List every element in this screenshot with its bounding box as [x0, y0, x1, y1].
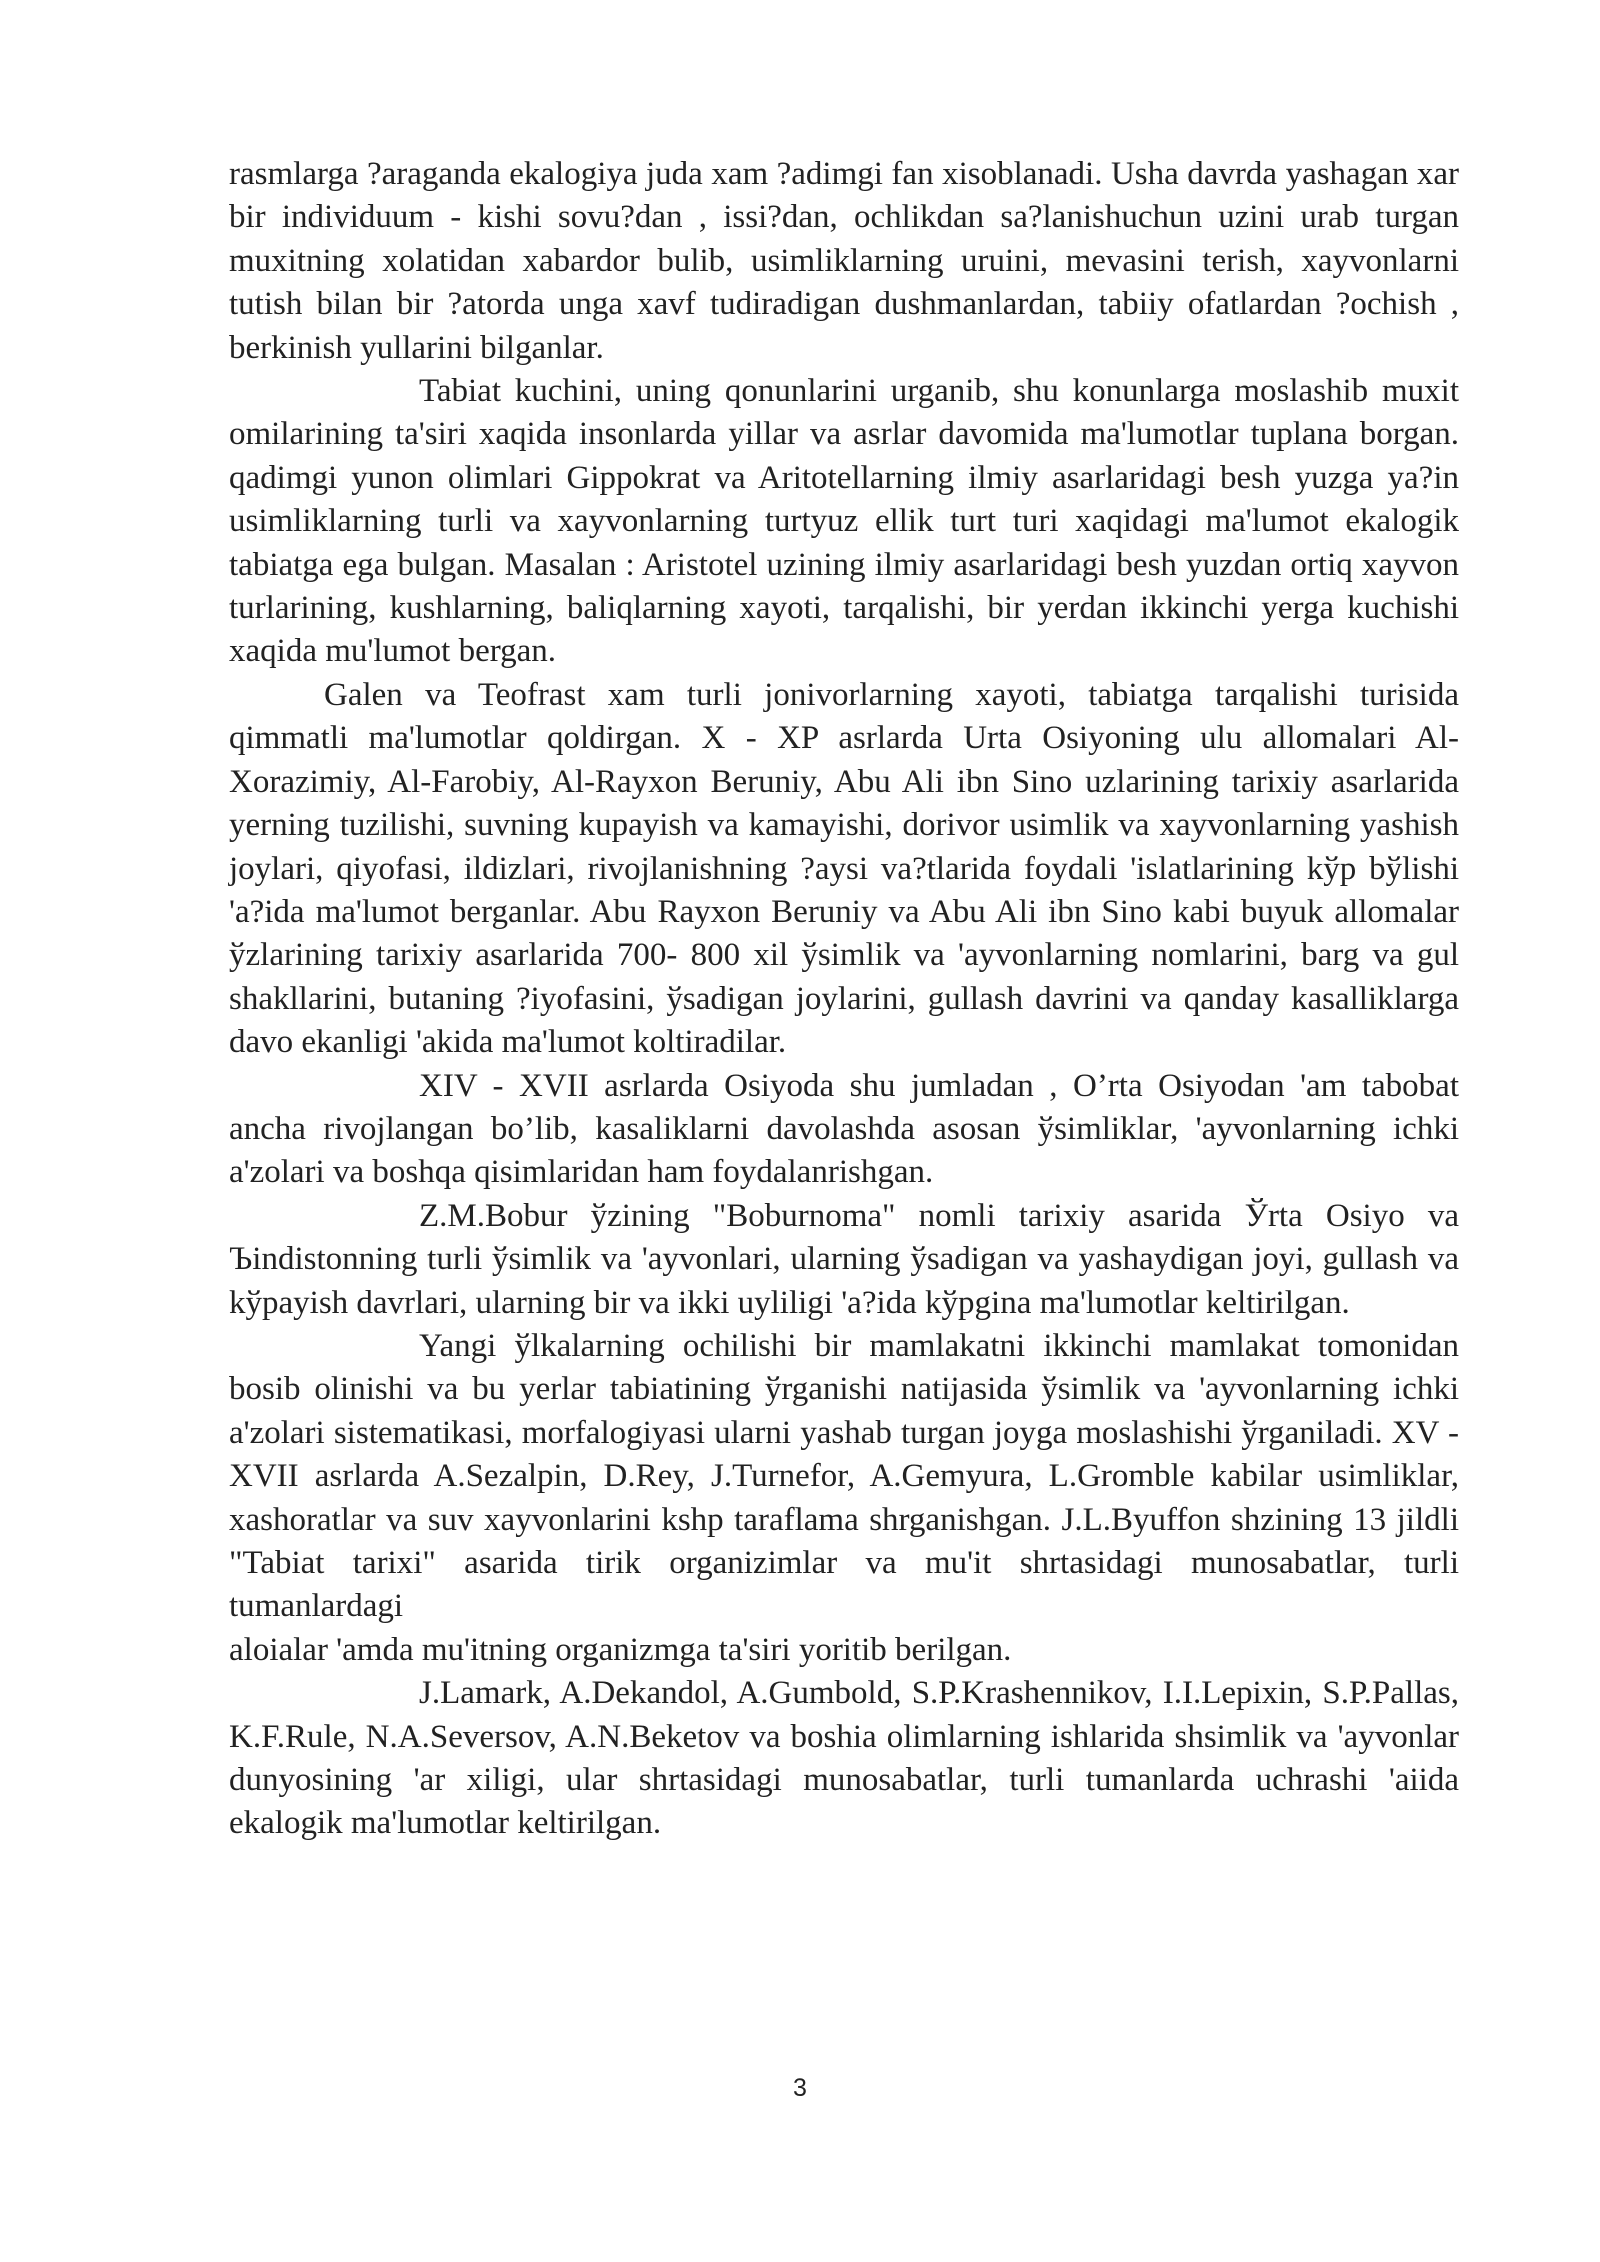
paragraph-8: J.Lamark, A.Dekandol, A.Gumbold, S.P.Krashennikov, I.I.Lepixin, S.P.Pallas, K.F.Rule, N.A.Seversov, A.N.Beketov va boshia olimlarning ishlarida shsimlik va 'ayvonlar dunyosining 'ar xiligi, ular shrtasidagi munosabatlar, turli tumanlarda uchrashi 'aiida ekalogik ma'lumotlar keltirilgan.	[229, 1675, 1459, 1842]
body-text	[229, 153, 1459, 1846]
paragraph-5: Z.M.Bobur ўzining "Boburnoma" nomli tarixiy asarida Ўrta Osiyo va Ъindistonning turli ўsimlik va 'ayvonlari, ularning ўsadigan va yashaydigan joyi, gullash va kўpayish davrlari, ularning bir va ikki uyliligi 'a?ida kўpgina ma'lumotlar keltirilgan.	[229, 1197, 1459, 1321]
page-number: 3	[793, 2074, 807, 2102]
paragraph-2: Tabiat kuchini, uning qonunlarini urganib, shu konunlarga moslashib muxit omilarining ta'siri xaqida insonlarda yillar va asrlar davomida ma'lumotlar tuplana borgan. qadimgi yunon olimlari Gippokrat va Aritotellarning ilmiy asarlaridagi besh yuzga ya?in usimliklarning turli va xayvonlarning turtyuz ellik turt turi xaqidagi ma'lumot ekalogik tabiatga ega bulgan. Masalan : Aristotel uzining ilmiy asarlaridagi besh yuzdan ortiq xayvon turlarining, kushlarning, baliqlarning xayoti, tarqalishi, bir yerdan ikkinchi yerga kuchishi xaqida mu'lumot bergan.	[229, 373, 1459, 670]
paragraph-3: Galen va Teofrast xam turli jonivorlarning xayoti, tabiatga tarqalishi turisida qimmatli ma'lumotlar qoldirgan. X - XP asrlarda Urta Osiyoning ulu allomalari Al- Xorazimiy, Al-Farobiy, Al-Rayxon Beruniy, Abu Ali ibn Sino uzlarining tarixiy asarlarida yerning tuzilishi, suvning kupayish va kamayishi, dorivor usimlik va xayvonlarning yashish joylari, qiyofasi, ildizlari, rivojlanishning ?aysi va?tlarida foydali 'islatlarining kўp bўlishi 'a?ida ma'lumot berganlar. Abu Rayxon Beruniy va Abu Ali ibn Sino kabi buyuk allomalar ўzlarining tarixiy asarlarida 700- 800 xil ўsimlik va 'ayvonlarning nomlarini, barg va gul shakllarini, butaning ?iyofasini, ўsadigan joylarini, gullash davrini va qanday kasalliklarga davo ekanligi 'akida ma'lumot koltiradilar.	[229, 676, 1459, 1061]
paragraph-1: rasmlarga ?araganda ekalogiya juda xam ?adimgi fan xisoblanadi. Usha davrda yashagan xar bir individuum - kishi sovu?dan , issi?dan, ochlikdan sa?lanishuchun uzini urab turgan muxitning xolatidan xabardor bulib, usimliklarning uruini, mevasini terish, xayvonlarni tutish bilan bir ?atorda unga xavf tudiradigan dushmanlardan, tabiiy ofatlardan ?ochish , berkinish yullarini bilganlar.	[229, 156, 1459, 366]
paragraph-4: XIV - XVII asrlarda Osiyoda shu jumladan , O’rta Osiyodan 'am tabobat ancha rivojlangan bo’lib, kasaliklarni davolashda asosan ўsimliklar, 'ayvonlarning ichki a'zolari va boshqa qisimlaridan ham foydalanrishgan.	[229, 1067, 1459, 1191]
paragraph-7: aloialar 'amda mu'itning organizmga ta'siri yoritib berilgan.	[229, 1631, 1012, 1668]
paragraph-6: Yangi ўlkalarning ochilishi bir mamlakatni ikkinchi mamlakat tomonidan bosib olinishi va bu yerlar tabiatining ўrganishi natijasida ўsimlik va 'ayvonlarning ichki a'zolari sistematikasi, morfalogiyasi ularni yashab turgan joyga moslashishi ўrganiladi. XV - XVII asrlarda A.Sezalpin, D.Rey, J.Turnefor, A.Gemyura, L.Gromble kabilar usimliklar, xashoratlar va suv xayvonlarini kshp taraflama shrganishgan. J.L.Byuffon shzining 13 jildli "Tabiat tarixi" asarida tirik organizimlar va mu'it shrtasidagi munosabatlar, turli tumanlardagi	[229, 1327, 1459, 1625]
